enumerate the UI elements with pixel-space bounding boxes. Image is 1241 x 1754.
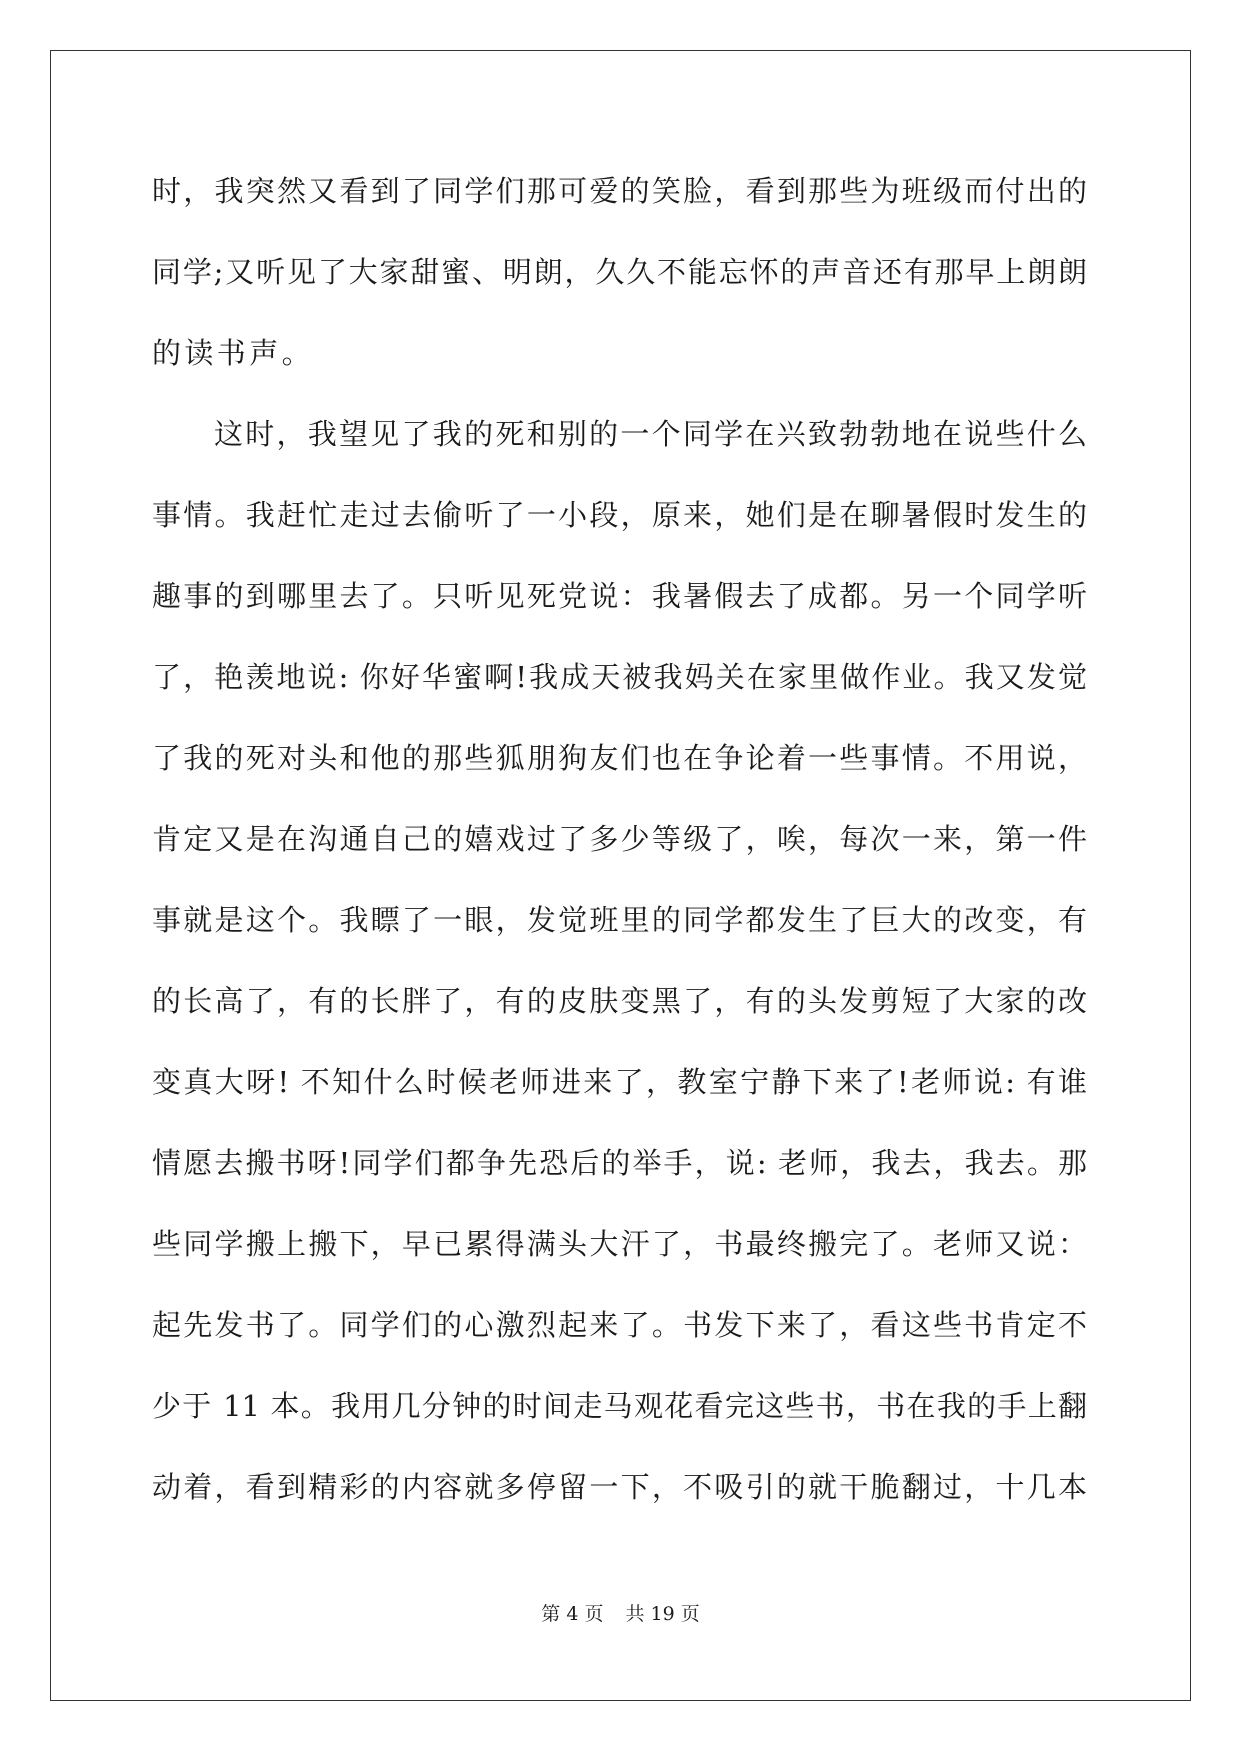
paragraph-start-line: 这时，我望见了我的死和别的一个同学在兴致勃勃地在说些什么 (214, 417, 1087, 451)
text-line: 动着，看到精彩的内容就多停留一下，不吸引的就干脆翻过，十几本 (152, 1470, 1087, 1504)
text-line: 时，我突然又看到了同学们那可爱的笑脸，看到那些为班级而付出的 (152, 174, 1087, 208)
text-line: 的读书声。 (152, 336, 315, 370)
text-line: 事就是这个。我瞟了一眼，发觉班里的同学都发生了巨大的改变，有 (152, 903, 1087, 937)
text-line: 些同学搬上搬下，早已累得满头大汗了，书最终搬完了。老师又说： (152, 1227, 1087, 1261)
text-line: 的长高了，有的长胖了，有的皮肤变黑了，有的头发剪短了大家的改 (152, 984, 1087, 1018)
page-total: 共 19 页 (625, 1603, 700, 1625)
text-line: 事情。我赶忙走过去偷听了一小段，原来，她们是在聊暑假时发生的 (152, 498, 1087, 532)
text-line: 了，艳羡地说: 你好华蜜啊!我成天被我妈关在家里做作业。我又发觉 (152, 660, 1087, 694)
page-footer (0, 1602, 1241, 1626)
text-line: 起先发书了。同学们的心激烈起来了。书发下来了，看这些书肯定不 (152, 1308, 1087, 1342)
text-line: 了我的死对头和他的那些狐朋狗友们也在争论着一些事情。不用说， (152, 741, 1087, 775)
text-line: 肯定又是在沟通自己的嬉戏过了多少等级了，唉，每次一来，第一件 (152, 822, 1087, 856)
text-line: 趣事的到哪里去了。只听见死党说：我暑假去了成都。另一个同学听 (152, 579, 1087, 613)
text-line: 变真大呀! 不知什么时候老师进来了，教室宁静下来了!老师说: 有谁 (152, 1065, 1087, 1099)
page-border (50, 50, 1191, 1701)
page-number: 第 4 页 (541, 1603, 604, 1625)
text-line: 情愿去搬书呀!同学们都争先恐后的举手，说: 老师，我去，我去。那 (152, 1146, 1087, 1180)
text-line: 同学;又听见了大家甜蜜、明朗，久久不能忘怀的声音还有那早上朗朗 (152, 255, 1087, 289)
text-line: 少于 11 本。我用几分钟的时间走马观花看完这些书，书在我的手上翻 (152, 1389, 1087, 1423)
